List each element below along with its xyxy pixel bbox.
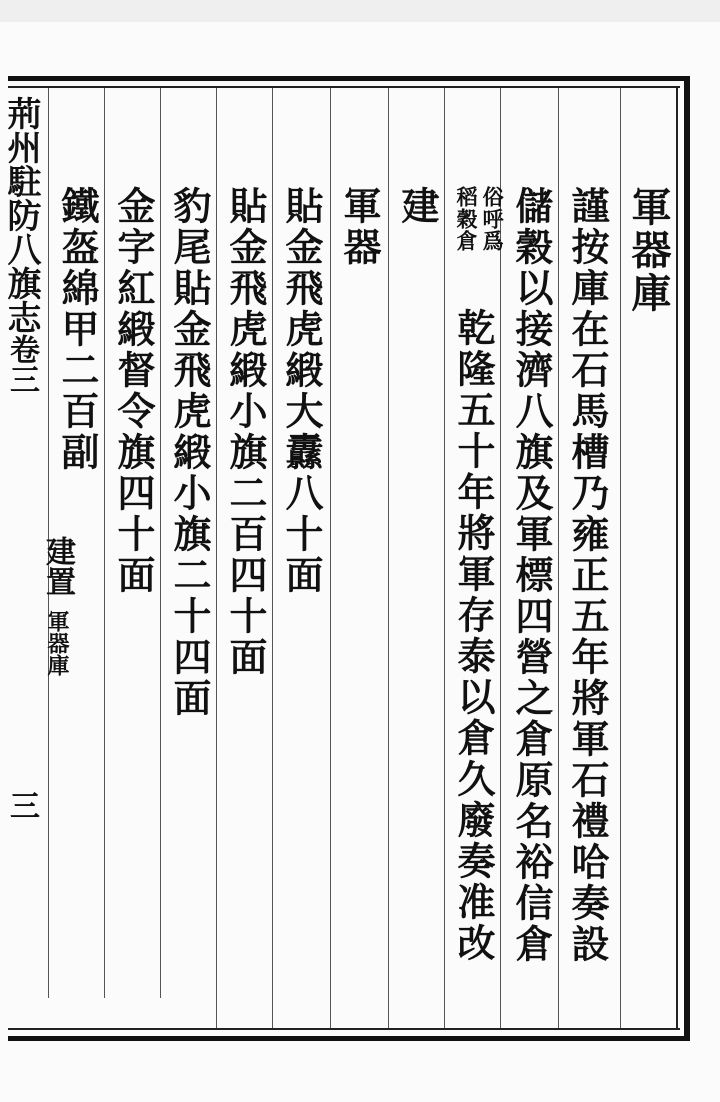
body-line-1: 謹按庫在石馬槽乃雍正五年將軍石禮哈奏設 [565,186,610,965]
body-line-2: 儲穀以接濟八旗及軍標四營之倉原名裕信倉 [509,186,554,965]
list-item: 鐵盔綿甲二百副 [55,186,100,473]
list-item: 貼金飛虎緞小旗二百四十面 [223,186,268,678]
column-rule [160,88,161,998]
topic-label: 軍器庫 [44,610,70,676]
viewer-top-bar [0,0,720,22]
column-rule [388,88,389,1028]
list-item: 貼金飛虎緞大纛八十面 [279,186,324,596]
annotation-right: 稻穀倉 [454,186,480,252]
margin-chapter [40,536,75,676]
frame-right-inner-border [676,86,678,1030]
frame-bottom-inner-border [8,1028,680,1030]
frame-top-inner-border [8,86,680,88]
list-item: 豹尾貼金飛虎緞小旗二十四面 [167,186,212,719]
chapter-label: 建置 [40,536,75,596]
annotation-left: 俗呼爲 [480,186,506,252]
column-rule [104,88,105,998]
book-title-text: 荊州駐防八旗志 [1,96,41,334]
list-item: 金字紅緞督令旗四十面 [111,186,156,596]
section-title: 軍器庫 [625,186,672,315]
page-number: 三 [4,790,39,820]
body-line-4: 建 [395,186,440,227]
column-rule [444,88,445,1028]
book-title [1,96,41,394]
column-rule [558,88,559,1028]
column-rule [620,88,621,1028]
frame-bottom-border [8,1036,690,1041]
body-line-3: 乾隆五十年將軍存泰以倉久廢奏准改 [451,308,496,964]
frame-top-border [8,76,690,81]
volume-label: 卷三 [4,334,39,394]
subheading: 軍器 [337,186,382,268]
column-rule [330,88,331,1028]
column-rule [272,88,273,1028]
column-rule [216,88,217,1028]
frame-right-border [684,76,690,1041]
scanned-page [0,22,720,1102]
